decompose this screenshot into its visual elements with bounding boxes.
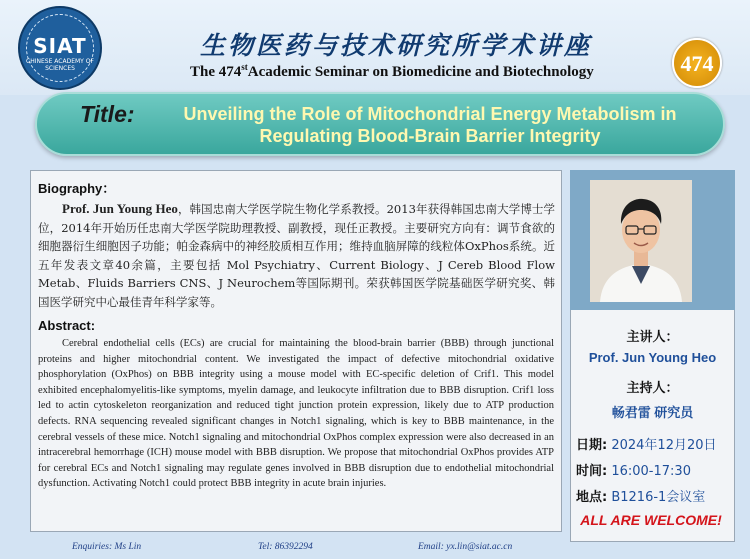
footer-enquiries: Enquiries: Ms Lin (72, 542, 142, 552)
english-title-post: Academic Seminar on Biomedicine and Biotechnology (247, 64, 594, 80)
speaker-label: 主讲人： (626, 330, 679, 345)
place-value: B1216-1会议室 (611, 490, 706, 505)
biography-heading: Biography： (38, 181, 116, 196)
logo-subtext: CHINESE ACADEMY OF SCIENCES (26, 58, 94, 72)
talk-title-line2: Regulating Blood-Brain Barrier Integrity (259, 126, 601, 146)
place-label: 地点: (576, 490, 608, 505)
english-title-pre: The 474 (190, 64, 242, 80)
time-row (576, 460, 691, 479)
chinese-title: 生物医药与技术研究所学术讲座 (200, 31, 593, 60)
host-name: 畅君雷 研究员 (611, 405, 694, 420)
abstract-text: Cerebral endothelial cells (ECs) are crucial for maintaining the blood-brain barrier (BBB) through junctional proteins and higher mitochondrial content. We investigated the impact of defective mitochondrial oxidative phosphorylation (OxPhos) on BBB integrity using a mouse model with EC-specific deletion of Crif1. This model exhibited encephalomyelitis-like symptoms, myelin damage, and leukocyte infiltration due to BBB disruption. Crif1 loss led to actin cytoskeleton reorganization and reduced tight junction protein expression, likely due to ATP production defects. RNA sequencing revealed significant changes in Notch1 signaling, which is key to BBB maintenance, in the cerebral vessels of these mice. Notch1 signaling and mitochondrial OxPhos complex expression were also decreased in an intracerebral hemorrhage (ICH) mouse model with BBB disruption. We propose that mitochondrial OxPhos provides ATP for cerebral ECs and Notch1 signaling may regulate genes involved in BBB disruption due to endothelial mitochondrial dysfunction. Activating Notch1 could protect BBB integrity in acute brain injuries. (38, 338, 554, 490)
logo-text: SIAT (33, 34, 87, 58)
place-row (576, 486, 705, 505)
footer-tel: Tel: 86392294 (258, 542, 313, 552)
abstract-heading: Abstract: (38, 318, 96, 333)
time-value: 16:00-17:30 (611, 464, 691, 479)
speaker-name-inline: Prof. Jun Young Heo (62, 201, 178, 216)
seminar-number-badge: 474 (672, 38, 722, 88)
biography-body: ，韩国忠南大学医学院生物化学系教授。2013年获得韩国忠南大学博士学位，2014年开始历任忠南大学医学院助理教授、副教授，现任正教授。主要研究方向有：调节食欲的细胞器衍生细胞因子功能；帕金森病中的神经胶质相互作用；维持血脑屏障的线粒体OxPhos系统。近五年发表文章40余篇，主要包括 Mol Psychiatry、Current Biology、J Cereb Blood Flow Metab、Fluids Barriers CNS、J Neurochem等国际期刊。荣获韩国医学院基础医学研究奖、韩国医学研究中心最佳青年科学家等。 (38, 202, 556, 309)
english-title-sup: st (241, 62, 248, 72)
speaker-photo (590, 180, 692, 302)
title-label: Title: (80, 101, 135, 127)
footer-email: Email: yx.lin@siat.ac.cn (418, 542, 513, 552)
welcome-text: ALL ARE WELCOME! (580, 512, 722, 528)
talk-title-line1: Unveiling the Role of Mitochondrial Energy Metabolism in (183, 104, 677, 124)
speaker-name: Prof. Jun Young Heo (588, 350, 717, 365)
talk-title (150, 103, 710, 147)
time-label: 时间: (576, 464, 608, 479)
date-row (576, 434, 717, 453)
date-value: 2024年12月20日 (611, 438, 717, 453)
date-label: 日期: (576, 438, 608, 453)
biography-text (38, 200, 555, 311)
siat-logo (18, 6, 102, 90)
speaker-portrait-graphic (590, 180, 692, 302)
host-label: 主持人： (626, 381, 679, 396)
english-title (190, 62, 594, 81)
